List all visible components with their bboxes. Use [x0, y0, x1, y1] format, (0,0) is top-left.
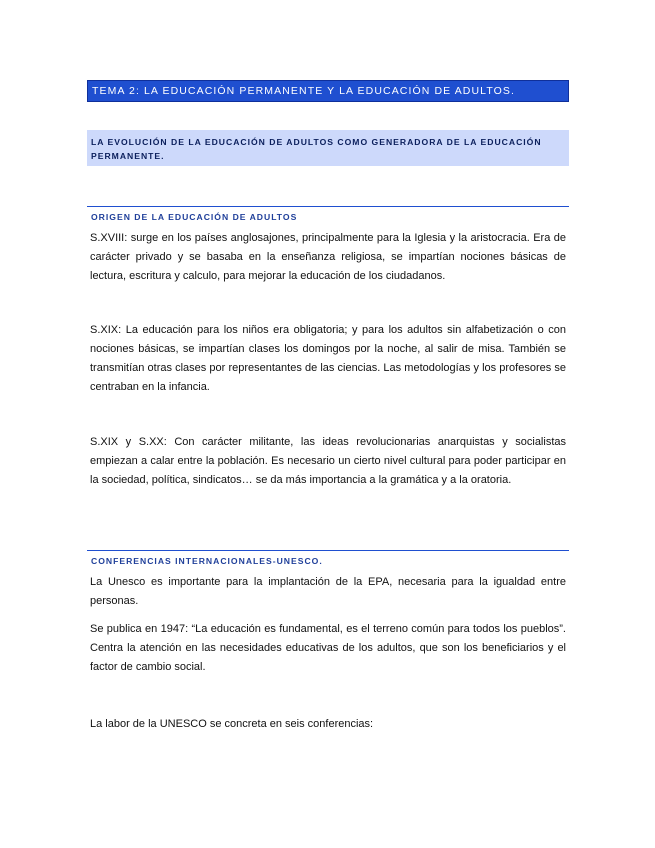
paragraph-unesco-importance: La Unesco es importante para la implantación de la EPA, necesaria para la igualdad entre personas. — [90, 576, 566, 607]
paragraph-unesco-1947: Se publica en 1947: “La educación es fundamental, es el terreno común para todos los pueblos”. Centra la atención en las necesidades educativas de los adultos, que son los beneficiarios y el factor de cambio social. — [90, 623, 566, 673]
section-heading-origen: ORIGEN DE LA EDUCACIÓN DE ADULTOS — [87, 206, 569, 224]
section-heading-unesco: CONFERENCIAS INTERNACIONALES-UNESCO. — [87, 550, 569, 568]
paragraph-s19-s20: S.XIX y S.XX: Con carácter militante, las ideas revolucionarias anarquistas y socialistas empiezan a calar entre la población. Es necesario un cierto nivel cultural para poder participar en la sociedad, política, sindicatos… se da más importancia a la gramática y a la oratoria. — [90, 436, 566, 486]
document-subtitle: LA EVOLUCIÓN DE LA EDUCACIÓN DE ADULTOS COMO GENERADORA DE LA EDUCACIÓN PERMANENTE. — [87, 130, 569, 166]
document-title: TEMA 2: LA EDUCACIÓN PERMANENTE Y LA EDUCACIÓN DE ADULTOS. — [87, 80, 569, 102]
paragraph-s19: S.XIX: La educación para los niños era obligatoria; y para los adultos sin alfabetización o con nociones básicas, se impartían clases los domingos por la noche, al salir de misa. También se transmitían otras clases por representantes de las ciencias. Las metodologías y los profesores se centraban en la infancia. — [90, 324, 566, 393]
paragraph-unesco-conferences: La labor de la UNESCO se concreta en seis conferencias: — [90, 718, 374, 730]
paragraph-s18: S.XVIII: surge en los países anglosajones, principalmente para la Iglesia y la aristocracia. Era de carácter privado y se basaba en la enseñanza religiosa, se impartían nociones básicas de lectura, escritura y calculo, para mejorar la educación de los ciudadanos. — [90, 232, 566, 282]
